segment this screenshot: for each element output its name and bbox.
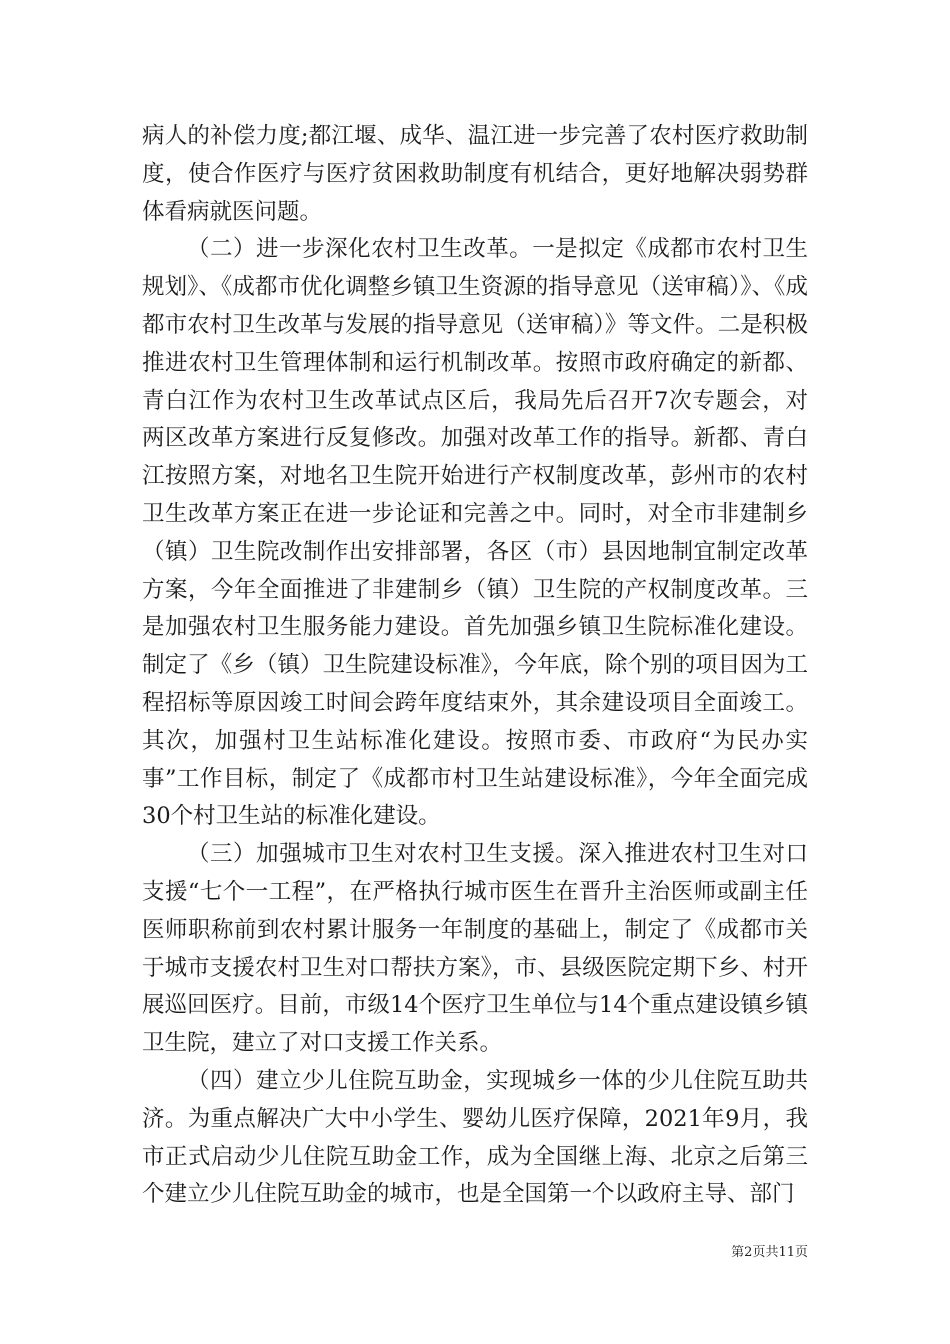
- paragraph-children-mutual-fund: （四）建立少儿住院互助金，实现城乡一体的少儿住院互助共济。为重点解决广大中小学生、婴幼儿医疗保障，2021年9月，我市正式启动少儿住院互助金工作，成为全国继上海、北京之后第三个建立少儿住院互助金的城市，也是全国第一个以政府主导、部门: [142, 1067, 808, 1208]
- document-body: [142, 118, 808, 1214]
- paragraph-continuation: 病人的补偿力度;都江堰、成华、温江进一步完善了农村医疗救助制度，使合作医疗与医疗贫困救助制度有机结合，更好地解决弱势群体看病就医问题。: [142, 123, 808, 225]
- page-number-footer: 第2页共11页: [731, 1245, 808, 1260]
- paragraph-urban-support: （三）加强城市卫生对农村卫生支援。深入推进农村卫生对口支援“七个一工程”，在严格执行城市医生在晋升主治医师或副主任医师职称前到农村累计服务一年制度的基础上，制定了《成都市关于城市支援农村卫生对口帮扶方案》，市、县级医院定期下乡、村开展巡回医疗。目前，市级14个医疗卫生单位与14个重点建设镇乡镇卫生院，建立了对口支援工作关系。: [142, 841, 808, 1057]
- paragraph-rural-health-reform: （二）进一步深化农村卫生改革。一是拟定《成都市农村卫生规划》、《成都市优化调整乡镇卫生资源的指导意见（送审稿）》、《成都市农村卫生改革与发展的指导意见（送审稿）》等文件。二是积极推进农村卫生管理体制和运行机制改革。按照市政府确定的新都、青白江作为农村卫生改革试点区后，我局先后召开7次专题会，对两区改革方案进行反复修改。加强对改革工作的指导。新都、青白江按照方案，对地名卫生院开始进行产权制度改革，彭州市的农村卫生改革方案正在进一步论证和完善之中。同时，对全市非建制乡（镇）卫生院改制作出安排部署，各区（市）县因地制宜制定改革方案，今年全面推进了非建制乡（镇）卫生院的产权制度改革。三是加强农村卫生服务能力建设。首先加强乡镇卫生院标准化建设。制定了《乡（镇）卫生院建设标准》，今年底，除个别的项目因为工程招标等原因竣工时间会跨年度结束外，其余建设项目全面竣工。其次，加强村卫生站标准化建设。按照市委、市政府“为民办实事”工作目标，制定了《成都市村卫生站建设标准》，今年全面完成30个村卫生站的标准化建设。: [142, 236, 808, 830]
